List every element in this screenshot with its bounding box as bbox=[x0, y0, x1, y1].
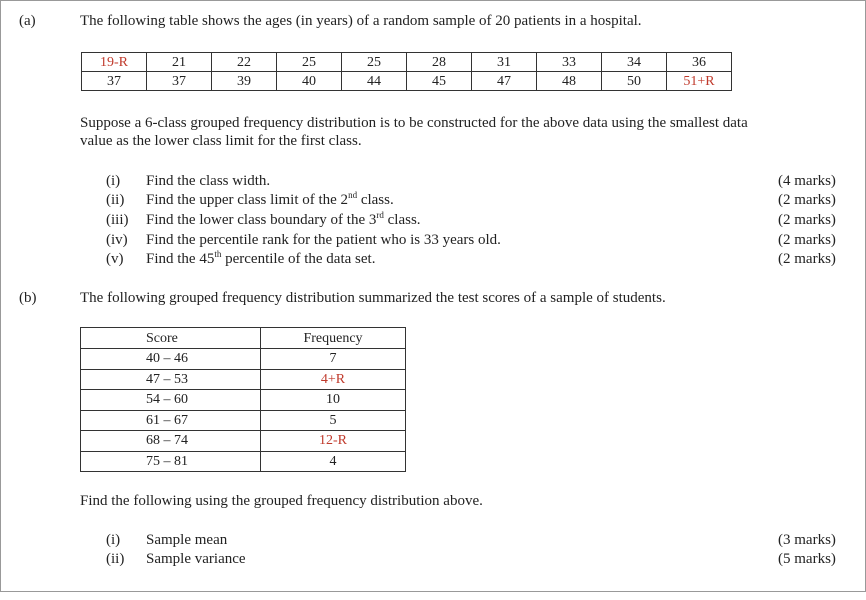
age-cell: 28 bbox=[407, 53, 472, 72]
age-cell: 36 bbox=[667, 53, 732, 72]
question-b-i: (i) Sample mean bbox=[106, 532, 228, 548]
score-cell: 40 – 46 bbox=[81, 349, 261, 370]
age-cell: 37 bbox=[82, 72, 147, 91]
score-cell: 54 – 60 bbox=[81, 390, 261, 411]
age-cell: 51+R bbox=[667, 72, 732, 91]
frequency-cell: 10 bbox=[261, 390, 406, 411]
score-cell: 68 – 74 bbox=[81, 431, 261, 452]
question-a-iv: (iv) Find the percentile rank for the patient who is 33 years old. bbox=[106, 232, 501, 248]
frequency-table-header bbox=[81, 328, 406, 349]
age-cell: 39 bbox=[212, 72, 277, 91]
table-row bbox=[81, 451, 406, 472]
age-cell: 25 bbox=[277, 53, 342, 72]
marks-a-i: (4 marks) bbox=[778, 173, 836, 189]
part-a-label: (a) bbox=[19, 13, 36, 29]
frequency-cell: 4 bbox=[261, 451, 406, 472]
score-header: Score bbox=[81, 328, 261, 349]
age-cell: 22 bbox=[212, 53, 277, 72]
frequency-cell: 7 bbox=[261, 349, 406, 370]
age-cell: 50 bbox=[602, 72, 667, 91]
frequency-cell: 5 bbox=[261, 410, 406, 431]
frequency-table bbox=[80, 327, 406, 472]
marks-b-ii: (5 marks) bbox=[778, 551, 836, 567]
age-cell: 40 bbox=[277, 72, 342, 91]
part-a-paragraph-line2: value as the lower class limit for the first class. bbox=[80, 133, 362, 149]
question-a-v: (v) Find the 45th percentile of the data set. bbox=[106, 249, 376, 267]
table-row bbox=[81, 349, 406, 370]
ages-row-1 bbox=[82, 53, 732, 72]
question-b-ii: (ii) Sample variance bbox=[106, 551, 246, 567]
marks-a-iv: (2 marks) bbox=[778, 232, 836, 248]
question-a-ii: (ii) Find the upper class limit of the 2nd class. bbox=[106, 190, 394, 208]
frequency-header: Frequency bbox=[261, 328, 406, 349]
part-a-paragraph-line1: Suppose a 6-class grouped frequency distribution is to be constructed for the above data using the smallest data bbox=[80, 115, 748, 131]
part-a-intro: The following table shows the ages (in years) of a random sample of 20 patients in a hospital. bbox=[80, 13, 642, 29]
part-b-find-text: Find the following using the grouped frequency distribution above. bbox=[80, 493, 483, 509]
marks-b-i: (3 marks) bbox=[778, 532, 836, 548]
age-cell: 19-R bbox=[82, 53, 147, 72]
question-a-i: (i) Find the class width. bbox=[106, 173, 271, 189]
age-cell: 45 bbox=[407, 72, 472, 91]
table-row bbox=[81, 369, 406, 390]
ages-row-2 bbox=[82, 72, 732, 91]
table-row bbox=[81, 410, 406, 431]
ages-table bbox=[81, 52, 732, 91]
frequency-cell: 4+R bbox=[261, 369, 406, 390]
age-cell: 25 bbox=[342, 53, 407, 72]
score-cell: 75 – 81 bbox=[81, 451, 261, 472]
question-a-iii: (iii) Find the lower class boundary of the 3rd class. bbox=[106, 210, 421, 228]
age-cell: 37 bbox=[147, 72, 212, 91]
frequency-cell: 12-R bbox=[261, 431, 406, 452]
table-row bbox=[81, 431, 406, 452]
marks-a-v: (2 marks) bbox=[778, 251, 836, 267]
age-cell: 44 bbox=[342, 72, 407, 91]
marks-a-ii: (2 marks) bbox=[778, 192, 836, 208]
table-row bbox=[81, 390, 406, 411]
part-b-label: (b) bbox=[19, 290, 37, 306]
score-cell: 61 – 67 bbox=[81, 410, 261, 431]
score-cell: 47 – 53 bbox=[81, 369, 261, 390]
age-cell: 31 bbox=[472, 53, 537, 72]
age-cell: 47 bbox=[472, 72, 537, 91]
age-cell: 33 bbox=[537, 53, 602, 72]
part-b-intro: The following grouped frequency distribution summarized the test scores of a sample of students. bbox=[80, 290, 666, 306]
age-cell: 34 bbox=[602, 53, 667, 72]
age-cell: 21 bbox=[147, 53, 212, 72]
age-cell: 48 bbox=[537, 72, 602, 91]
marks-a-iii: (2 marks) bbox=[778, 212, 836, 228]
